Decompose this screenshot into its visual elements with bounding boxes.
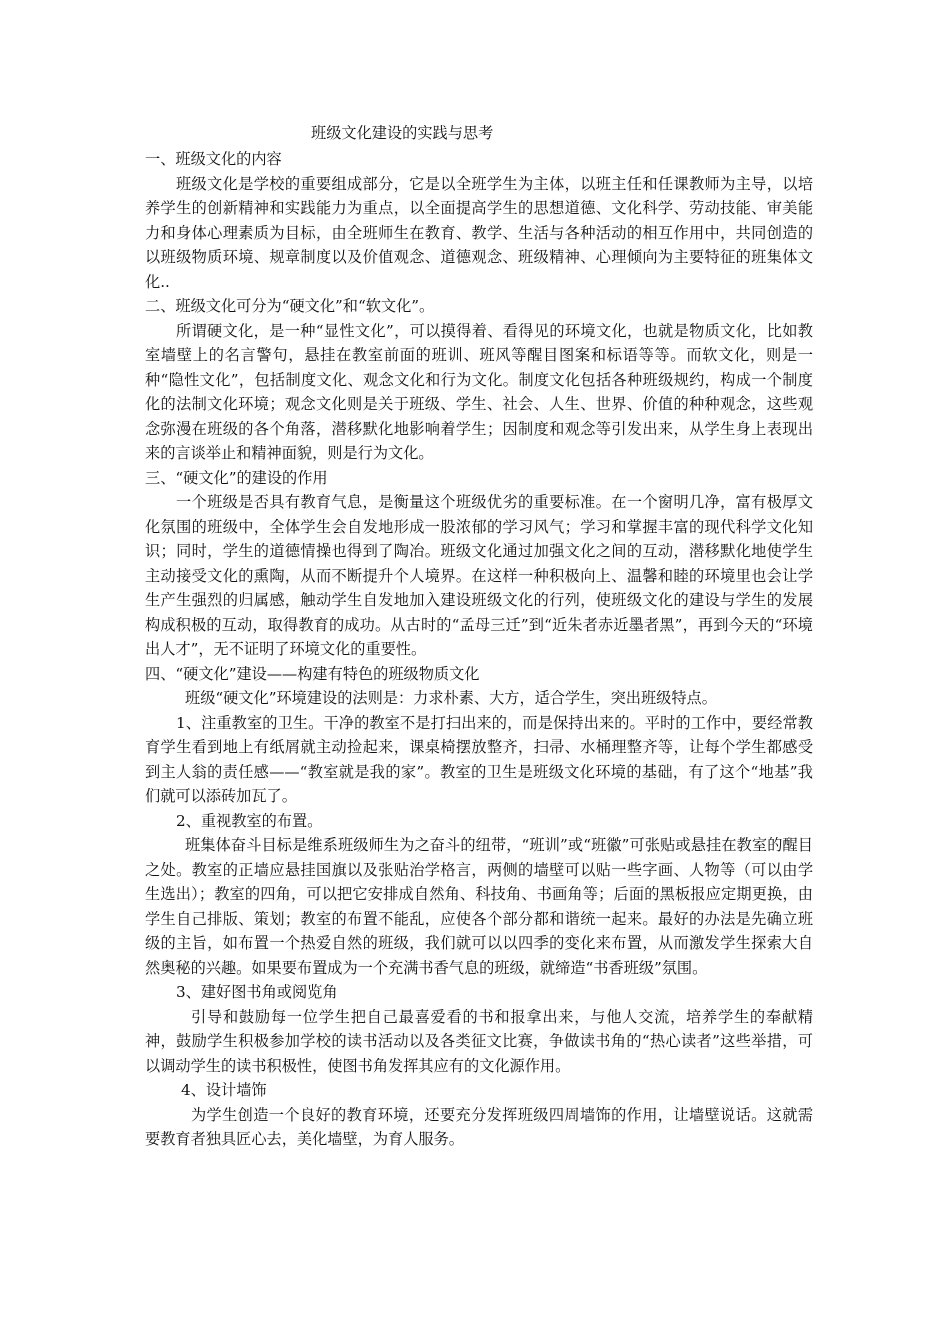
section-heading: 二、班级文化可分为“硬文化”和“软文化”。 — [145, 297, 435, 315]
section-paragraph: 班级文化是学校的重要组成部分，它是以全班学生为主体，以班主任和任课教师为主导，以培养学生的创新精神和实践能力为重点，以全面提高学生的思想道德、文化科学、劳动技能、审美能力和身体心理素质为目标，由全班师生在教育、教学、生活与各种活动的相互作用中，共同创造的以班级物质环境、规章制度以及价值观念、道德观念、班级精神、心理倾向为主要特征的班集体文化.. — [145, 174, 813, 291]
list-item-title: 1、注重教室的卫生。 — [176, 713, 324, 732]
list-item-text: 干净的教室不是打扫出来的，而是保持出来的。平时的工作中，要经常教育学生看到地上有纸屑就主动捡起来，课桌椅摆放整齐，扫帚、水桶理整齐等，让每个学生都感受到主人翁的责任感——“教室就是我的家”。教室的卫生是班级文化环境的基础，有了这个“地基”我们就可以添砖加瓦了。 — [145, 713, 813, 805]
section-heading: 三、“硬文化”的建设的作用 — [145, 468, 328, 487]
list-item-title: 2、重视教室的布置。 — [176, 811, 323, 830]
section-intro: 班级“硬文化”环境建设的法则是：力求朴素、大方，适合学生，突出班级特点。 — [185, 689, 717, 707]
list-item-title: 3、建好图书角或阅览角 — [176, 983, 338, 1001]
list-item-text: 班集体奋斗目标是维系班级师生为之奋斗的纽带，“班训”或“班徽”可张贴或悬挂在教室的醒目之处。教室的正墙应悬挂国旗以及张贴治学格言，两侧的墙壁可以贴一些字画、人物等（可以由学生选出）；教室的四角，可以把它安排成自然角、科技角、书画角等；后面的黑板报应定期更换，由学生自己排版、策划；教室的布置不能乱，应使各个部分都和谐统一起来。最好的办法是先确立班级的主旨，如布置一个热爱自然的班级，我们就可以以四季的变化来布置，从而激发学生探索大自然奥秘的兴趣。如果要布置成为一个充满书香气息的班级，就缔造“书香班级”氛围。 — [145, 836, 813, 977]
list-item — [145, 711, 813, 809]
document-title: 班级文化建设的实践与思考 — [311, 124, 494, 142]
section-paragraph: 所谓硬文化，是一种“显性文化”，可以摸得着、看得见的环境文化，也就是物质文化，比如教室墙壁上的名言警句，悬挂在教室前面的班训、班风等醒目图案和标语等等。而软文化，则是一种“隐性文化”，包括制度文化、观念文化和行为文化。制度文化包括各种班级规约，构成一个制度化的法制文化环境；观念文化则是关于班级、学生、社会、人生、世界、价值的种种观念，这些观念弥漫在班级的各个角落，潜移默化地影响着学生；因制度和观念等引发出来，从学生身上表现出来的言谈举止和精神面貌，则是行为文化。 — [145, 321, 813, 462]
list-item-text: 为学生创造一个良好的教育环境，还要充分发挥班级四周墙饰的作用，让墙壁说话。这就需要教育者独具匠心去，美化墙壁，为育人服务。 — [145, 1105, 813, 1148]
list-item-title: 4、设计墙饰 — [181, 1081, 267, 1099]
list-item-text: 引导和鼓励每一位学生把自己最喜爱看的书和报拿出来，与他人交流，培养学生的奉献精神，鼓励学生积极参加学校的读书活动以及各类征文比赛，争做读书角的“热心读者”这些举措，可以调动学生的读书积极性，使图书角发挥其应有的文化源作用。 — [145, 1007, 813, 1075]
section-heading: 四、“硬文化”建设——构建有特色的班级物质文化 — [145, 664, 480, 683]
section-heading: 一、班级文化的内容 — [145, 150, 282, 168]
document-body — [145, 120, 813, 1152]
section-paragraph: 一个班级是否具有教育气息，是衡量这个班级优劣的重要标准。在一个窗明几净，富有极厚文化氛围的班级中，全体学生会自发地形成一股浓郁的学习风气；学习和掌握丰富的现代科学文化知识；同时，学生的道德情操也得到了陶冶。班级文化通过加强文化之间的互动，潜移默化地使学生主动接受文化的熏陶，从而不断提升个人境界。在这样一种积极向上、温馨和睦的环境里也会让学生产生强烈的归属感，触动学生自发地加入建设班级文化的行列，使班级文化的建设与学生的发展构成积极的互动，取得教育的成功。从古时的“孟母三迁”到“近朱者赤近墨者黑”，再到今天的“环境出人才”，无不证明了环境文化的重要性。 — [145, 493, 813, 658]
